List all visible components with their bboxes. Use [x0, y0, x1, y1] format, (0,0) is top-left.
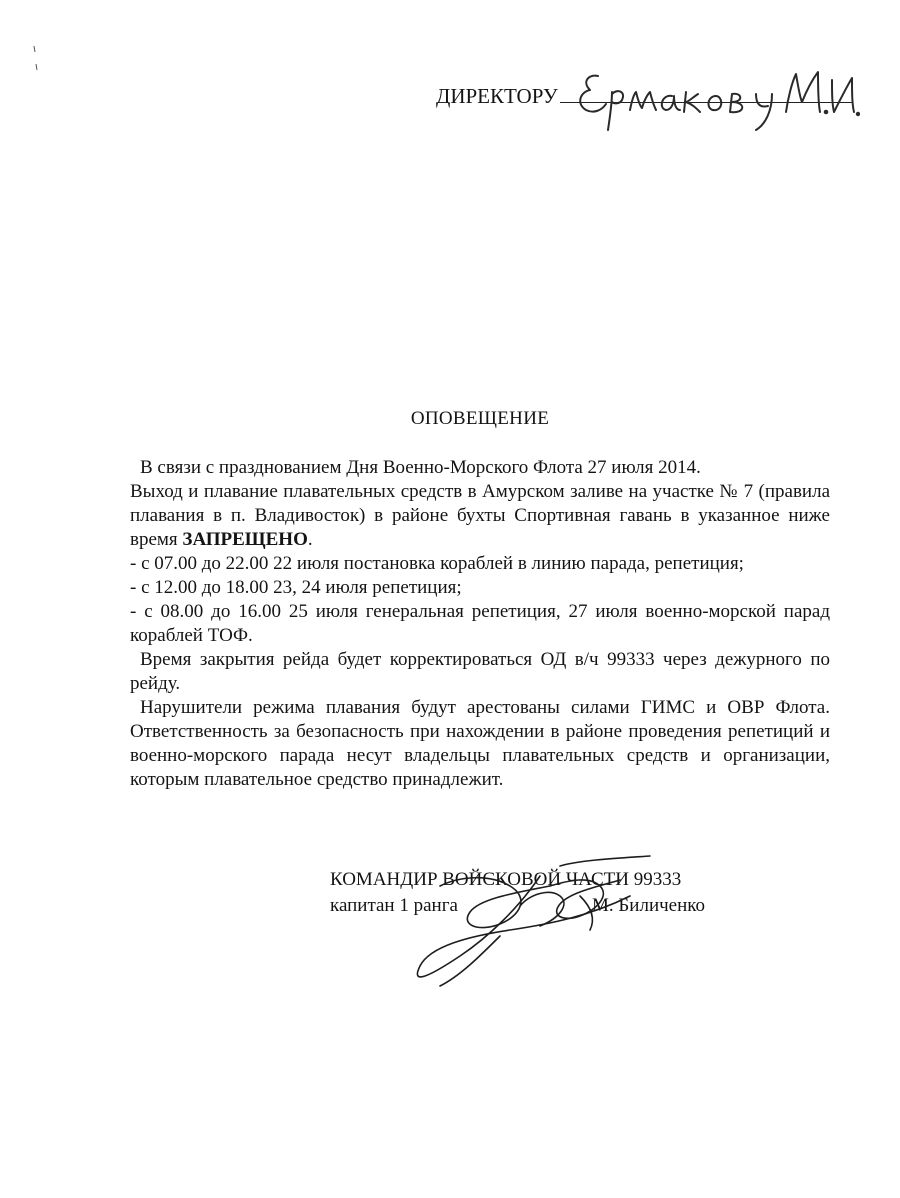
- roadstead-paragraph: Время закрытия рейда будет корректироваться ОД в/ч 99333 через дежурного по рейду.: [130, 649, 830, 694]
- prohibition-end: .: [307, 529, 313, 550]
- prohibition-text: Выход и плавание плавательных средств в Амурском заливе на участке № 7 (правила плавания в п. Владивосток) в районе бухты Спортивная гавань в указанное ниже время: [130, 481, 830, 550]
- document-title: ОПОВЕЩЕНИЕ: [410, 408, 550, 429]
- document-body: [130, 456, 830, 792]
- scan-marks: [26, 40, 46, 80]
- handwritten-signature: [400, 846, 680, 996]
- schedule-item-1: - с 07.00 до 22.00 22 июля постановка кораблей в линию парада, репетиция;: [130, 553, 744, 574]
- prohibition-paragraph: [130, 480, 830, 552]
- schedule-item-3: - с 08.00 до 16.00 25 июля генеральная репетиция, 27 июля военно-морской парад кораблей ТОФ.: [130, 601, 830, 646]
- signatory-position: КОМАНДИР ВОЙСКОВОЙ ЧАСТИ 99333: [330, 869, 682, 890]
- addressee-label: ДИРЕКТОРУ: [436, 84, 558, 108]
- signatory-rank: капитан 1 ранга: [330, 895, 458, 916]
- schedule-item-2: - с 12.00 до 18.00 23, 24 июля репетиция;: [130, 577, 462, 598]
- signatory-name: М. Биличенко: [592, 895, 706, 916]
- violators-paragraph: Нарушители режима плавания будут арестованы силами ГИМС и ОВР Флота. Ответственность за безопасность при нахождении в районе проведения репетиций и военно-морского парада несут владельцы плавательных средств и организации, которым плавательное средство принадлежит.: [130, 697, 830, 790]
- prohibition-keyword: ЗАПРЕЩЕНО: [182, 529, 308, 550]
- intro-paragraph: В связи с празднованием Дня Военно-Морского Флота 27 июля 2014.: [140, 457, 701, 478]
- handwritten-addressee: [560, 58, 860, 138]
